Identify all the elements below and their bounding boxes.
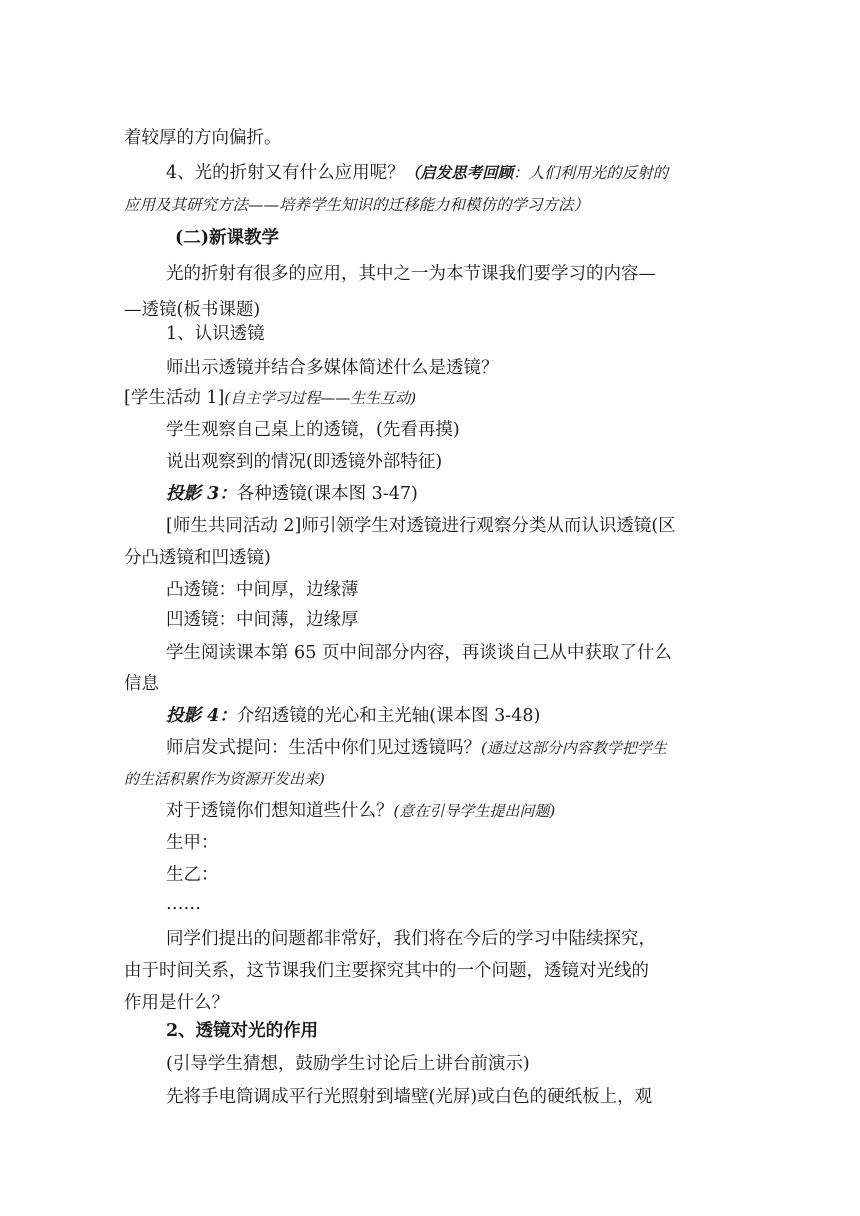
text-line: 学生阅读课本第 65 页中间部分内容，再谈谈自己从中获取了什么 xyxy=(166,643,672,663)
subheading: 1、认识透镜 xyxy=(166,324,265,344)
text-line: 说出观察到的情况(即透镜外部特征) xyxy=(166,452,443,472)
projection-label: 投影 4： xyxy=(166,706,237,726)
subheading: 2、透镜对光的作用 xyxy=(166,1021,319,1041)
projection-line xyxy=(166,704,540,728)
text-line: [师生共同活动 2]师引领学生对透镜进行观察分类从而认识透镜(区 xyxy=(166,516,676,536)
question-text: 4、光的折射又有什么应用呢？ xyxy=(166,163,405,183)
text-line: 同学们提出的问题都非常好，我们将在今后的学习中陆续探究， xyxy=(166,929,656,949)
text-line: 由于时间关系，这节课我们主要探究其中的一个问题，透镜对光线的 xyxy=(124,961,649,981)
text-line: 先将手电筒调成平行光照射到墙壁(光屏)或白色的硬纸板上，观 xyxy=(166,1087,653,1107)
question-line xyxy=(166,736,667,760)
text-line: 着较厚的方向偏折。 xyxy=(124,128,282,148)
question-text: 对于透镜你们想知道些什么？ xyxy=(166,801,394,821)
section-heading: (二)新课教学 xyxy=(175,228,280,248)
activity-line xyxy=(124,386,416,410)
projection-line xyxy=(166,482,418,506)
ellipsis: …… xyxy=(166,894,201,914)
text-line: 生乙： xyxy=(166,865,219,885)
projection-text: 介绍透镜的光心和主光轴(课本图 3-48) xyxy=(236,706,541,726)
text-line: 生甲： xyxy=(166,833,219,853)
text-line: 作用是什么？ xyxy=(124,993,229,1013)
text-line: —透镜(板书课题) xyxy=(124,300,261,320)
prompt-note: ：人们利用光的反射的 xyxy=(513,164,669,182)
question-line xyxy=(166,799,555,823)
question-text: 师启发式提问：生活中你们见过透镜吗？ xyxy=(166,738,481,758)
prompt-note-cont: 应用及其研究方法——培养学生知识的迁移能力和模仿的学习方法） xyxy=(124,196,590,214)
text-line: (引导学生猜想，鼓励学生讨论后上讲台前演示) xyxy=(166,1054,530,1074)
question-line xyxy=(166,161,668,185)
activity-note: (自主学习过程——生生互动) xyxy=(224,389,417,407)
teaching-note: (通过这部分内容教学把学生 xyxy=(481,739,667,757)
text-line: 凹透镜：中间薄，边缘厚 xyxy=(166,610,359,630)
teaching-note-cont: 的生活积累作为资源开发出来) xyxy=(124,770,325,788)
text-line: 师出示透镜并结合多媒体简述什么是透镜？ xyxy=(166,358,499,378)
text-line: 凸透镜：中间厚，边缘薄 xyxy=(166,580,359,600)
teaching-note: (意在引导学生提出问题) xyxy=(393,802,556,820)
projection-label: 投影 3： xyxy=(166,484,237,504)
prompt-label: （启发思考回顾 xyxy=(404,163,514,182)
text-line: 学生观察自己桌上的透镜，(先看再摸) xyxy=(166,420,460,440)
activity-label: [学生活动 1] xyxy=(124,388,225,408)
text-line: 信息 xyxy=(124,674,159,694)
text-line: 分凸透镜和凹透镜) xyxy=(124,548,271,568)
projection-text: 各种透镜(课本图 3-47) xyxy=(236,484,418,504)
text-line: 光的折射有很多的应用，其中之一为本节课我们要学习的内容— xyxy=(166,264,656,284)
